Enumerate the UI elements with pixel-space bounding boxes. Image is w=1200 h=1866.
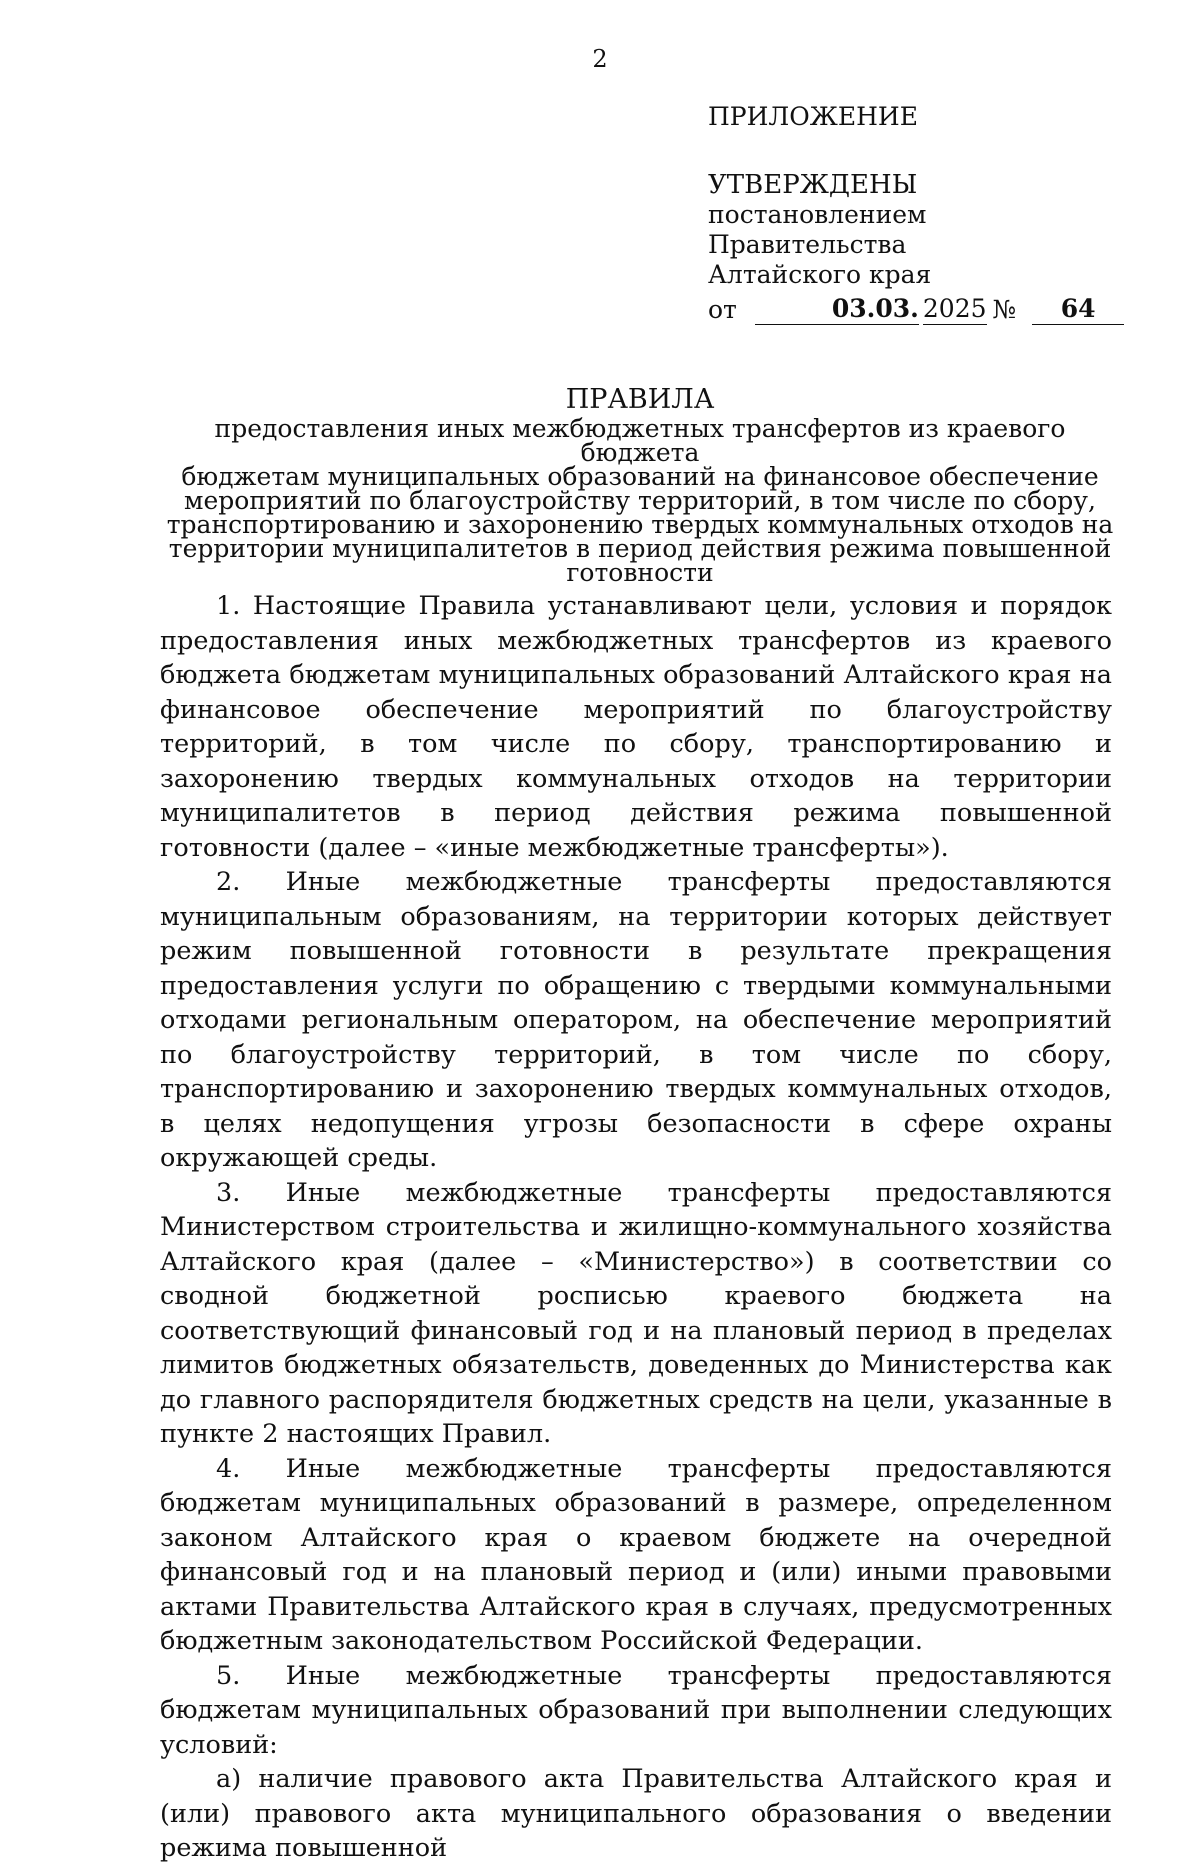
- rules-heading: [160, 385, 1120, 585]
- document-subtitle-line: бюджетам муниципальных образований на финансовое обеспечение: [181, 462, 1099, 491]
- date-prefix: от: [708, 295, 737, 324]
- document-subtitle-line: предоставления иных межбюджетных трансфертов из краевого бюджета: [214, 414, 1066, 467]
- approval-block: [708, 102, 1128, 325]
- approval-number: 64: [1032, 294, 1124, 325]
- paragraph-2: 2. Иные межбюджетные трансферты предоставляются муниципальным образованиям, на территории которых действует режим повышенной готовности в результате прекращения предоставления услуги по обращению с твердыми коммунальными отходами региональным оператором, на обеспечение мероприятий по благоустройству территорий, в том числе по сбору, транспортированию и захоронению твердых коммунальных отходов, в целях недопущения угрозы безопасности в сфере охраны окружающей среды.: [160, 867, 1112, 1173]
- paragraph-5a: а) наличие правового акта Правительства Алтайского края и (или) правового акта муниципального образования о введении режима повышенной: [160, 1764, 1112, 1863]
- approved-label: УТВЕРЖДЕНЫ: [708, 170, 918, 200]
- approval-date: 03.03.: [755, 294, 919, 325]
- approval-line-1: постановлением Правительства: [708, 200, 927, 259]
- document-subtitle-line: транспортированию и захоронению твердых коммунальных отходов на: [166, 510, 1114, 539]
- paragraph-1: 1. Настоящие Правила устанавливают цели, условия и порядок предоставления иных межбюджетных трансфертов из краевого бюджета бюджетам муниципальных образований Алтайского края на финансовое обеспечение мероприятий по благоустройству территорий, в том числе по сбору, транспортированию и захоронению твердых коммунальных отходов на территории муниципалитетов в период действия режима повышенной готовности (далее – «иные межбюджетные трансферты»).: [160, 591, 1112, 863]
- approval-date-line: [708, 294, 1128, 325]
- document-subtitle-line: территории муниципалитетов в период действия режима повышенной: [168, 534, 1112, 563]
- approval-year: 2025: [922, 294, 987, 323]
- paragraph-5: 5. Иные межбюджетные трансферты предоставляются бюджетам муниципальных образований при выполнении следующих условий:: [160, 1660, 1112, 1760]
- approval-line-2: Алтайского края: [708, 260, 932, 289]
- document-subtitle-line: мероприятий по благоустройству территорий, в том числе по сбору,: [184, 486, 1096, 515]
- document-body: [160, 589, 1112, 1866]
- document-subtitle-line: готовности: [566, 558, 714, 587]
- number-sign: №: [992, 295, 1017, 324]
- paragraph-3: 3. Иные межбюджетные трансферты предоставляются Министерством строительства и жилищно-коммунального хозяйства Алтайского края (далее – «Министерство») в соответствии со сводной бюджетной росписью краевого бюджета на соответствующий финансовый год и на плановый период в пределах лимитов бюджетных обязательств, доведенных до Министерства как до главного распорядителя бюджетных средств на цели, указанные в пункте 2 настоящих Правил.: [160, 1177, 1112, 1449]
- appendix-label: ПРИЛОЖЕНИЕ: [708, 102, 918, 131]
- document-title: ПРАВИЛА: [565, 384, 715, 415]
- paragraph-4: 4. Иные межбюджетные трансферты предоставляются бюджетам муниципальных образований в размере, определенном законом Алтайского края о краевом бюджете на очередной финансовый год и на плановый период и (или) иными правовыми актами Правительства Алтайского края в случаях, предусмотренных бюджетным законодательством Российской Федерации.: [160, 1453, 1112, 1656]
- page-number: 2: [592, 45, 608, 73]
